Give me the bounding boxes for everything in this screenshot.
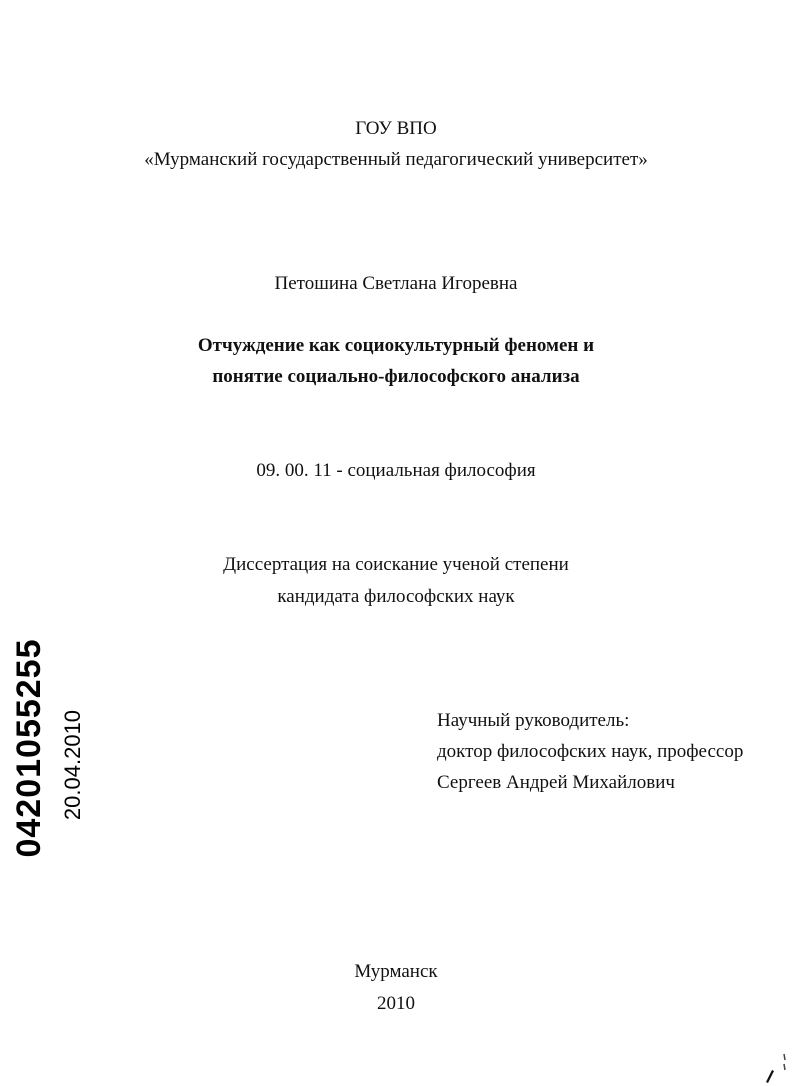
thesis-title-line1: Отчуждение как социокультурный феномен и — [197, 335, 595, 356]
header-org: ГОУ ВПО — [355, 118, 437, 139]
author-name: Петошина Светлана Игоревна — [274, 273, 518, 294]
degree-line2: кандидата философских наук — [277, 586, 515, 607]
supervisor-name: Сергеев Андрей Михайлович — [437, 772, 675, 793]
supervisor-label: Научный руководитель: — [437, 710, 630, 731]
library-stamp-number: 04201055255 — [10, 638, 48, 858]
header-university: «Мурманский государственный педагогический университет» — [144, 149, 648, 170]
specialty-code: 09. 00. 11 - социальная философия — [256, 460, 536, 481]
supervisor-credentials: доктор философских наук, профессор — [437, 741, 744, 762]
library-stamp-date: 20.04.2010 — [60, 709, 85, 821]
thesis-title-line2: понятие социально-философского анализа — [212, 366, 580, 387]
footer-city: Мурманск — [354, 961, 438, 982]
degree-line1: Диссертация на соискание ученой степени — [223, 554, 569, 575]
footer-year: 2010 — [377, 993, 415, 1014]
margin-pen-mark-icon — [762, 1052, 790, 1086]
